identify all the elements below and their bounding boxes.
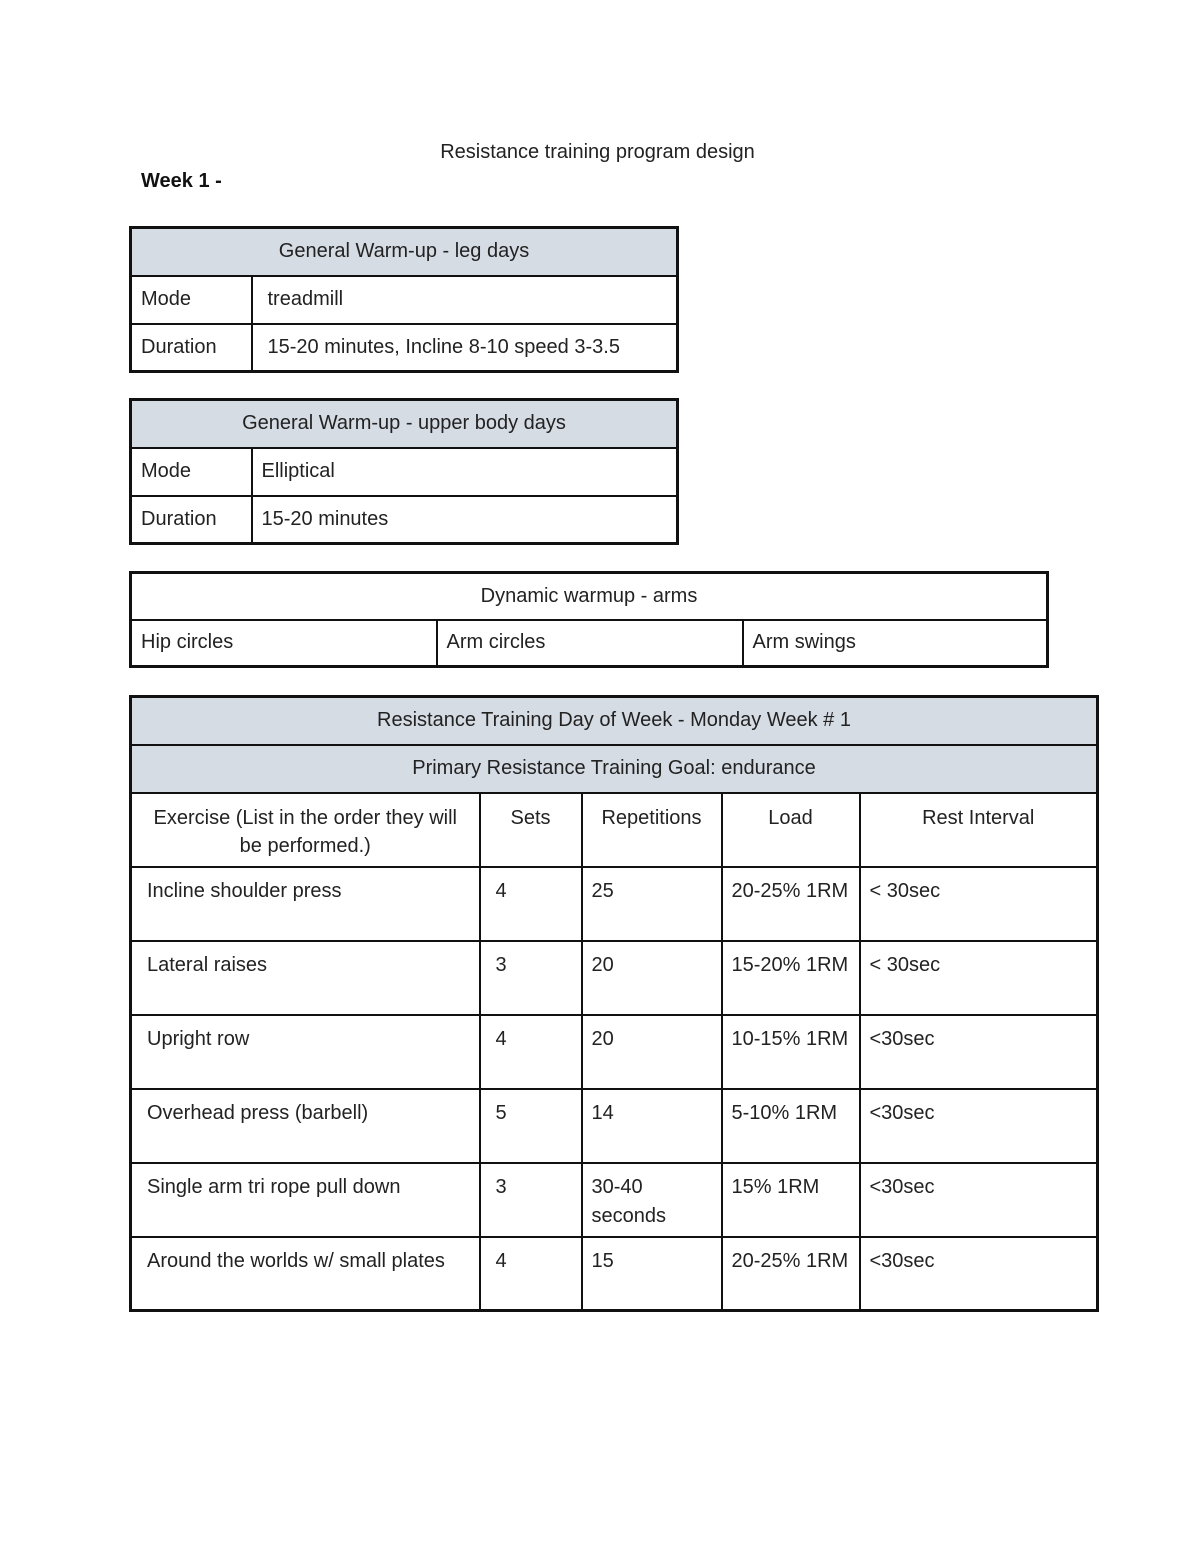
warmup-upper-table	[129, 398, 679, 545]
row-value: Elliptical	[252, 448, 678, 496]
exercise-cell: Lateral raises	[131, 941, 480, 1015]
table-row	[131, 620, 1048, 667]
rest-cell: < 30sec	[860, 941, 1098, 1015]
table-row	[131, 324, 678, 372]
sets-cell: 3	[480, 1163, 582, 1237]
week-label: Week 1 -	[141, 170, 222, 192]
table-row	[131, 448, 678, 496]
table-row	[131, 1163, 1098, 1237]
table-row	[131, 867, 1098, 941]
rest-cell: <30sec	[860, 1089, 1098, 1163]
sets-cell: 5	[480, 1089, 582, 1163]
row-label: Mode	[131, 448, 252, 496]
dynamic-warmup-table	[129, 571, 1049, 668]
dynamic-warmup-header: Dynamic warmup - arms	[131, 573, 1048, 620]
table-row	[131, 1015, 1098, 1089]
warmup-leg-header: General Warm-up - leg days	[131, 228, 678, 276]
load-cell: 5-10% 1RM	[722, 1089, 860, 1163]
reps-cell: 25	[582, 867, 722, 941]
row-value: 15-20 minutes	[252, 496, 678, 544]
load-cell: 20-25% 1RM	[722, 1237, 860, 1311]
column-header-load: Load	[722, 793, 860, 867]
document-title: Resistance training program design	[440, 141, 755, 163]
sets-cell: 4	[480, 1015, 582, 1089]
load-cell: 15-20% 1RM	[722, 941, 860, 1015]
row-value: 15-20 minutes, Incline 8-10 speed 3-3.5	[252, 324, 678, 372]
exercise-cell: Upright row	[131, 1015, 480, 1089]
load-cell: 15% 1RM	[722, 1163, 860, 1237]
list-item: Arm circles	[437, 620, 743, 667]
column-header-repetitions: Repetitions	[582, 793, 722, 867]
sets-cell: 3	[480, 941, 582, 1015]
exercise-cell: Overhead press (barbell)	[131, 1089, 480, 1163]
reps-cell: 20	[582, 1015, 722, 1089]
row-label: Mode	[131, 276, 252, 324]
reps-cell: 20	[582, 941, 722, 1015]
rest-cell: <30sec	[860, 1237, 1098, 1311]
list-item: Hip circles	[131, 620, 437, 667]
reps-cell: 30-40 seconds	[582, 1163, 722, 1237]
table-row	[131, 1237, 1098, 1311]
resistance-training-table	[129, 695, 1099, 1312]
exercise-cell: Incline shoulder press	[131, 867, 480, 941]
sets-cell: 4	[480, 867, 582, 941]
column-header-exercise: Exercise (List in the order they will be performed.)	[131, 793, 480, 867]
rest-cell: < 30sec	[860, 867, 1098, 941]
exercise-cell: Around the worlds w/ small plates	[131, 1237, 480, 1311]
sets-cell: 4	[480, 1237, 582, 1311]
rest-cell: <30sec	[860, 1015, 1098, 1089]
training-goal-header: Primary Resistance Training Goal: endurance	[131, 745, 1098, 793]
row-value: treadmill	[252, 276, 678, 324]
table-row	[131, 941, 1098, 1015]
load-cell: 10-15% 1RM	[722, 1015, 860, 1089]
reps-cell: 15	[582, 1237, 722, 1311]
warmup-leg-table	[129, 226, 679, 373]
reps-cell: 14	[582, 1089, 722, 1163]
load-cell: 20-25% 1RM	[722, 867, 860, 941]
exercise-cell: Single arm tri rope pull down	[131, 1163, 480, 1237]
row-label: Duration	[131, 324, 252, 372]
column-header-rest-interval: Rest Interval	[860, 793, 1098, 867]
table-row	[131, 276, 678, 324]
column-header-sets: Sets	[480, 793, 582, 867]
table-row	[131, 1089, 1098, 1163]
rest-cell: <30sec	[860, 1163, 1098, 1237]
training-day-header: Resistance Training Day of Week - Monday Week # 1	[131, 697, 1098, 745]
column-header-row	[131, 793, 1098, 867]
warmup-upper-header: General Warm-up - upper body days	[131, 400, 678, 448]
table-row	[131, 496, 678, 544]
list-item: Arm swings	[743, 620, 1048, 667]
row-label: Duration	[131, 496, 252, 544]
